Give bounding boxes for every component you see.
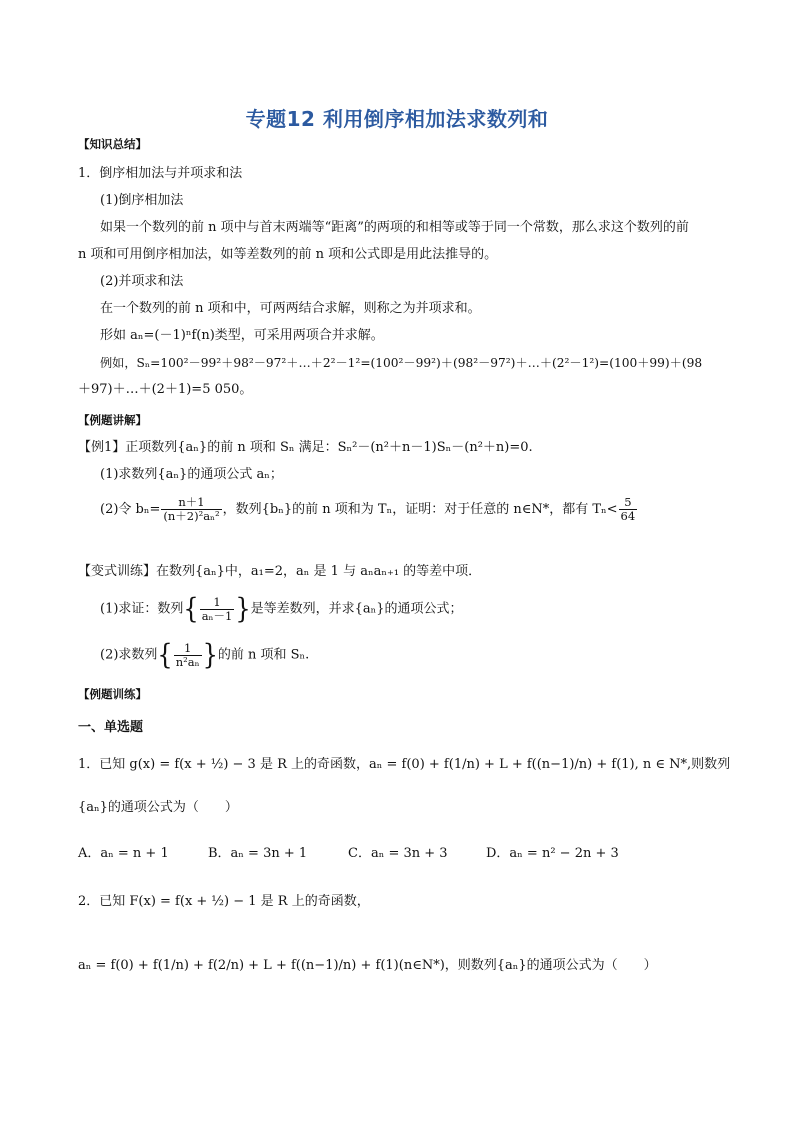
b-n-numerator: n＋1 [161,496,221,510]
option-c: C．aₙ = 3n + 3 [348,846,448,861]
variant-q2-numerator: 1 [174,642,202,656]
example-1-statement: 【例1】正项数列{aₙ}的前 n 项和 Sₙ 满足：Sₙ²－(n²＋n－1)Sₙ－(n²＋n)=0. [78,440,533,455]
bound-denominator: 64 [620,509,636,523]
section-examples-heading: 【例题讲解】 [78,413,147,427]
option-b: B．aₙ = 3n + 1 [208,846,308,861]
knowledge-item-1: 1．倒序相加法与并项求和法 [78,166,243,181]
bound-numerator: 5 [619,496,638,510]
practice-question-1-line-1: 1．已知 g(x) = f(x + ½) − 3 是 R 上的奇函数，aₙ = f(0) + f(1/n) + L + f((n−1)/n) + f(1), n ∈ N*,则数列 [78,757,731,772]
example-1-question-1: (1)求数列{aₙ}的通项公式 aₙ； [100,467,283,482]
variant-statement: 【变式训练】在数列{aₙ}中，a₁=2，aₙ 是 1 与 aₙaₙ₊₁ 的等差中项． [78,564,482,579]
knowledge-paragraph-4b: ＋97)＋…＋(2＋1)=5 050。 [78,382,253,397]
variant-q2-fraction [174,642,202,669]
b-n-denominator: (n＋2)²aₙ² [163,509,220,523]
knowledge-sub-2: (2)并项求和法 [100,274,184,289]
practice-question-2-line-1: 2．已知 F(x) = f(x + ½) − 1 是 R 上的奇函数， [78,894,370,909]
knowledge-paragraph-2: 在一个数列的前 n 项和中，可两两结合求解，则称之为并项求和。 [100,301,481,316]
variant-q1-suffix: 是等差数列，并求{aₙ}的通项公式； [250,601,463,617]
variant-question-2 [100,640,309,670]
section-practice-heading: 【例题训练】 [78,687,147,701]
practice-question-1-line-2: {aₙ}的通项公式为（ ） [78,800,238,815]
b-n-fraction [161,496,221,523]
left-brace: { [183,592,199,626]
variant-q1-numerator: 1 [200,596,235,610]
option-d: D．aₙ = n² − 2n + 3 [486,846,619,861]
question-type-heading: 一、单选题 [78,720,144,735]
knowledge-paragraph-1b: n 项和可用倒序相加法，如等差数列的前 n 项和公式即是用此法推导的。 [78,247,498,262]
knowledge-sub-1: (1)倒序相加法 [100,193,184,208]
q2-prefix: (2)令 bₙ= [100,502,161,517]
practice-question-2-line-2: aₙ = f(0) + f(1/n) + f(2/n) + L + f((n−1)/n) + f(1)(n∈N*)，则数列{aₙ}的通项公式为（ ） [78,958,657,973]
option-a: A．aₙ = n + 1 [78,846,169,861]
knowledge-paragraph-1a: 如果一个数列的前 n 项中与首末两端等“距离”的两项的和相等或等于同一个常数，那么求这个数列的前 [100,220,689,235]
right-brace: } [235,592,251,626]
q2-body: ，数列{bₙ}的前 n 项和为 Tₙ，证明：对于任意的 n∈N*，都有 Tₙ< [222,502,618,517]
variant-q1-prefix: (1)求证：数列 [100,601,184,617]
variant-q1-denominator: aₙ－1 [201,608,233,623]
page-title: 专题12 利用倒序相加法求数列和 [245,107,549,131]
bound-fraction [619,496,638,523]
knowledge-paragraph-3: 形如 aₙ=(－1)ⁿf(n)类型，可采用两项合并求解。 [100,328,384,343]
variant-q2-suffix: 的前 n 项和 Sₙ. [217,647,310,663]
left-brace: { [157,638,173,672]
example-1-question-2 [100,496,638,523]
right-brace: } [202,638,218,672]
variant-q2-denominator: n²aₙ [175,654,200,669]
variant-question-1 [100,594,463,624]
variant-q1-fraction [200,596,235,623]
knowledge-paragraph-4a: 例如，Sₙ=100²－99²＋98²－97²＋…＋2²－1²=(100²－99²)＋(98²－97²)＋…＋(2²－1²)=(100＋99)＋(98 [100,356,703,370]
section-knowledge-heading: 【知识总结】 [78,137,147,151]
variant-q2-prefix: (2)求数列 [100,647,158,663]
